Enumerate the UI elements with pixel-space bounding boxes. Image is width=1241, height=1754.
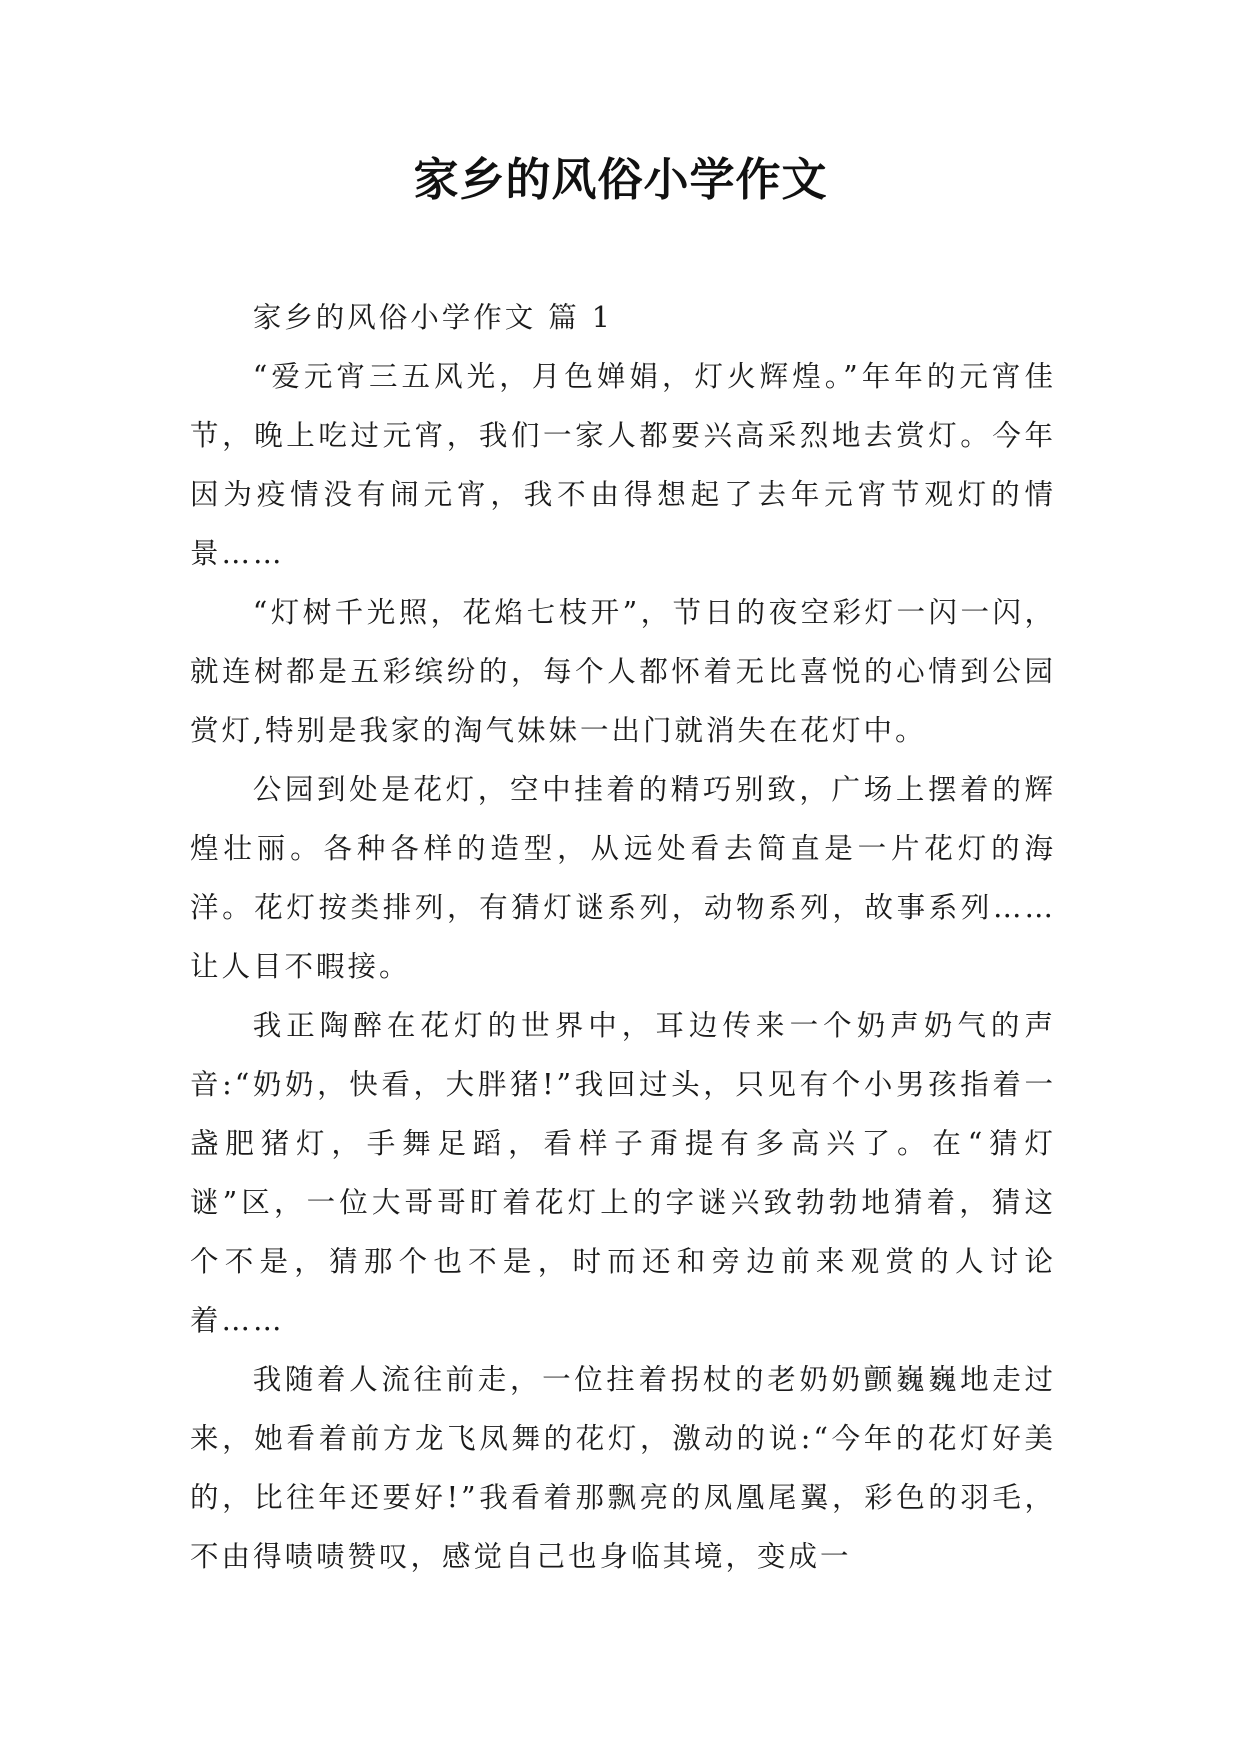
- document-title: 家乡的风俗小学作文: [413, 153, 828, 206]
- paragraph-1: “爱元宵三五风光，月色婵娟，灯火辉煌。”年年的元宵佳节，晚上吃过元宵，我们一家人都要兴高采烈地去赏灯。今年因为疫情没有闹元宵，我不由得想起了去年元宵节观灯的情景……: [190, 360, 1056, 570]
- paragraph-4: 我正陶醉在花灯的世界中，耳边传来一个奶声奶气的声音:“奶奶，快看，大胖猪!”我回过头，只见有个小男孩指着一盏肥猪灯，手舞足蹈，看样子甭提有多高兴了。在“猜灯谜”区，一位大哥哥盯着花灯上的字谜兴致勃勃地猜着，猜这个不是，猜那个也不是，时而还和旁边前来观赏的人讨论着……: [190, 1009, 1056, 1337]
- paragraph-5: 我随着人流往前走，一位拄着拐杖的老奶奶颤巍巍地走过来，她看着前方龙飞凤舞的花灯，激动的说:“今年的花灯好美的，比往年还要好!”我看着那飘亮的凤凰尾翼，彩色的羽毛，不由得啧啧赞叹，感觉自己也身临其境，变成一: [190, 1363, 1056, 1573]
- paragraph-2: “灯树千光照，花焰七枝开”，节日的夜空彩灯一闪一闪，就连树都是五彩缤纷的，每个人都怀着无比喜悦的心情到公园赏灯,特别是我家的淘气妹妹一出门就消失在花灯中。: [190, 596, 1056, 747]
- paragraph-3: 公园到处是花灯，空中挂着的精巧别致，广场上摆着的辉煌壮丽。各种各样的造型，从远处看去简直是一片花灯的海洋。花灯按类排列，有猜灯谜系列，动物系列，故事系列……让人目不暇接。: [190, 773, 1056, 983]
- section-heading: 家乡的风俗小学作文 篇 1: [252, 301, 613, 334]
- document-body: [190, 288, 1056, 1586]
